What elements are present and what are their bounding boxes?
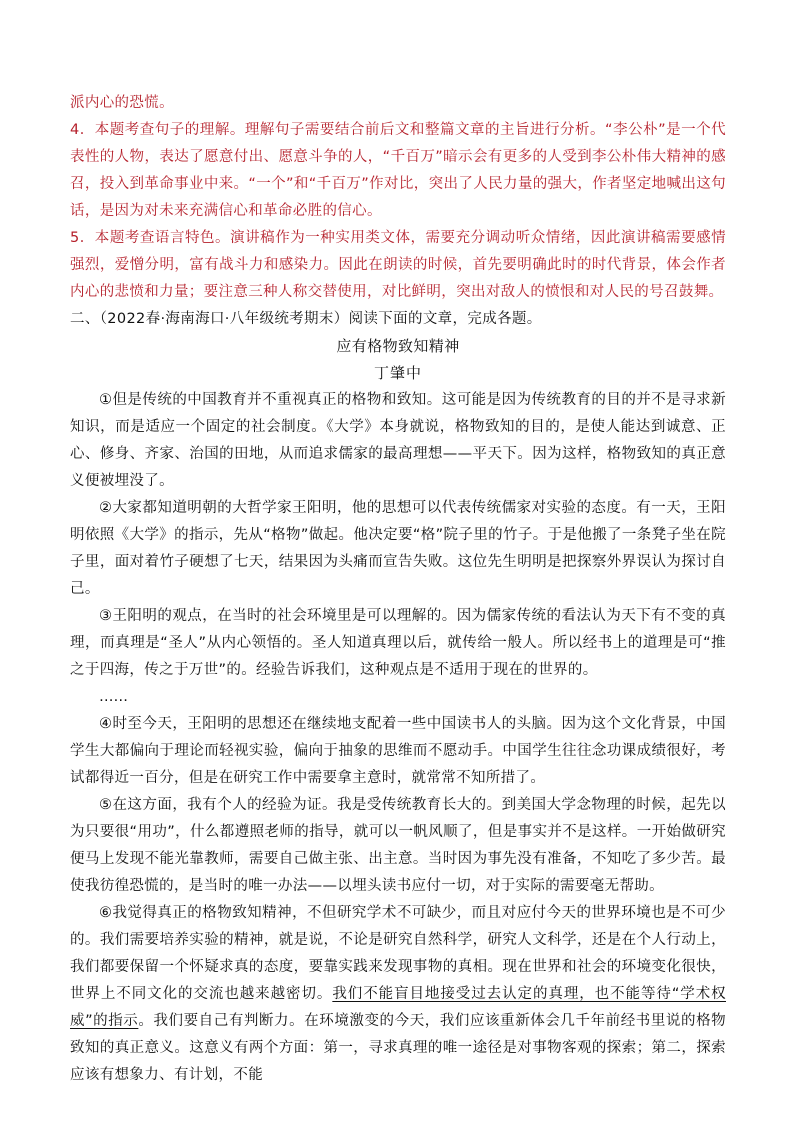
article-paragraph-1: ①但是传统的中国教育并不重视真正的格物和致知。这可能是因为传统教育的目的并不是寻求新知识，而是适应一个固定的社会制度。《大学》本身就说，格物致知的目的，是使人能达到诚意、正心、修身、齐家、治国的田地，从而追求儒家的最高理想——平天下。因为这样，格物致知的真正意义便被埋没了。 (70, 392, 726, 489)
answer-5: 5．本题考查语言特色。演讲稿作为一种实用类文体，需要充分调动听众情绪，因此演讲稿需要感情强烈，爱憎分明，富有战斗力和感染力。因此在朗读的时候，首先要明确此时的时代背景，体会作者内心的悲愤和力量；要注意三种人称交替使用，对比鲜明，突出对敌人的愤恨和对人民的号召鼓舞。 (70, 230, 726, 300)
underlined-sentence: 我们不能盲目地接受过去认定的真理，也不能等待“学术权威”的指示 (70, 986, 726, 1029)
article-paragraph-5: ⑤在这方面，我有个人的经验为证。我是受传统教育长大的。到美国大学念物理的时候，起先以为只要很“用功”，什么都遵照老师的指导，就可以一帆风顺了，但是事实并不是这样。一开始做研究便马上发现不能光靠教师，需要自己做主张、出主意。当时因为事先没有准备，不知吃了多少苦。最使我彷徨恐慌的，是当时的唯一办法——以埋头读书应付一切，对于实际的需要毫无帮助。 (70, 797, 726, 894)
article-paragraph-6 (70, 900, 726, 1089)
paragraph-6-text-a: ⑥我觉得真正的格物致知精神，不但研究学术不可缺少，而且对应付今天的世界环境也是不可少的。我们需要培养实验的精神，就是说，不论是研究自然科学，研究人文科学，还是在个人行动上，我们都要保留一个怀疑求真的态度，要靠实践来发现事物的真相。现在世界和社会的环境变化很快，世界上不同文化的交流也越来越密切。 (70, 905, 726, 1002)
paragraph-6-text-b: 。我们要自己有判断力。在环境激变的今天，我们应该重新体会几千年前经书里说的格物致知的真正意义。这意义有两个方面：第一，寻求真理的唯一途径是对事物客观的探索；第二，探索应该有想象力、有计划，不能 (70, 1013, 727, 1083)
section-heading: 二、（2022春·海南海口·八年级统考期末）阅读下面的文章，完成各题。 (70, 311, 542, 327)
article-paragraph-3: ③王阳明的观点，在当时的社会环境里是可以理解的。因为儒家传统的看法认为天下有不变的真理，而真理是“圣人”从内心领悟的。圣人知道真理以后，就传给一般人。所以经书上的道理是可“推之于四海，传之于万世”的。经验告诉我们，这种观点是不适用于现在的世界的。 (70, 608, 726, 678)
omission-ellipsis: …… (99, 689, 128, 705)
article-title: 应有格物致知精神 (336, 337, 460, 355)
article-paragraph-2: ②大家都知道明朝的大哲学家王阳明，他的思想可以代表传统儒家对实验的态度。有一天，王阳明依照《大学》的指示，先从“格物”做起。他决定要“格”院子里的竹子。于是他搬了一条凳子坐在院子里，面对着竹子硬想了七天，结果因为头痛而宣告失败。这位先生明明是把探察外界误认为探讨自己。 (70, 500, 726, 597)
answer-tail: 派内心的恐慌。 (70, 95, 174, 111)
answer-4: 4．本题考查句子的理解。理解句子需要结合前后文和整篇文章的主旨进行分析。“李公朴”是一个代表性的人物，表达了愿意付出、愿意斗争的人，“千百万”暗示会有更多的人受到李公朴伟大精神的感召，投入到革命事业中来。“一个”和“千百万”作对比，突出了人民力量的强大，作者坚定地喊出这句话，是因为对未来充满信心和革命必胜的信心。 (70, 122, 726, 219)
article-author: 丁肇中 (373, 364, 422, 382)
article-paragraph-4: ④时至今天，王阳明的思想还在继续地支配着一些中国读书人的头脑。因为这个文化背景，中国学生大都偏向于理论而轻视实验，偏向于抽象的思维而不愿动手。中国学生往往念功课成绩很好，考试都得近一百分，但是在研究工作中需要拿主意时，就常常不知所措了。 (70, 716, 726, 786)
document-page (70, 90, 726, 1089)
